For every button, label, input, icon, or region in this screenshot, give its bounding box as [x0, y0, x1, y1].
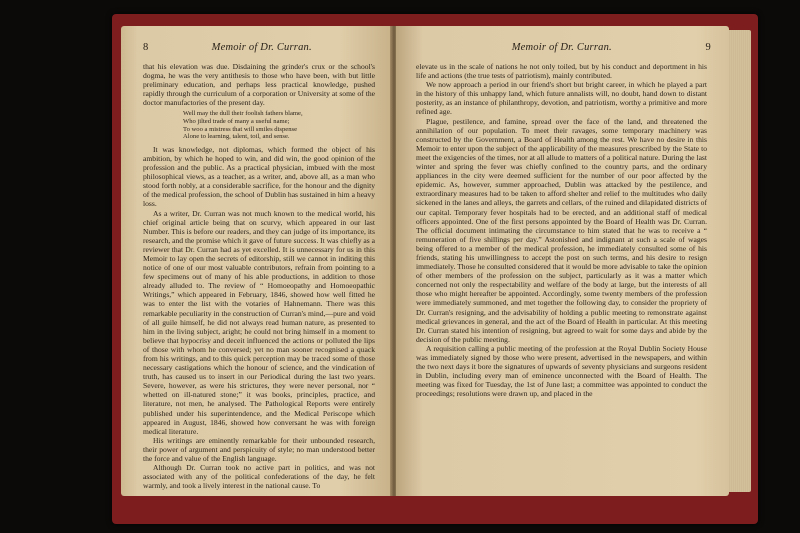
right-page: [396, 26, 729, 496]
poem-line: Well may the dull their foolish fathers blame,: [183, 110, 303, 118]
poem-line: To woo a mistress that will smiles dispense: [183, 125, 298, 133]
right-page-number: 9: [705, 42, 711, 53]
paragraph: His writings are eminently remarkable for their unbounded research, their power of argument and perspicuity of style; no man understood better the force and value of the English language.: [143, 435, 375, 464]
left-running-title: Memoir of Dr. Curran.: [211, 42, 312, 53]
left-page-header: [143, 42, 375, 56]
page-edges: [729, 30, 751, 492]
paragraph: elevate us in the scale of nations he not only toiled, but by his conduct and deportment in his life and actions (the true tests of patriotism), mainly contributed.: [416, 62, 707, 81]
poem-line: Who jilted trade of many a useful name;: [183, 118, 290, 126]
right-page-header: [418, 42, 711, 56]
right-page-body: [416, 62, 707, 398]
left-page: [121, 26, 393, 496]
poem-line: Alone to learning, talent, toil, and sense.: [183, 133, 290, 141]
paragraph: A requisition calling a public meeting of the profession at the Royal Dublin Society House was immediately signed by those who were present, advertised in the newspapers, and within the two next days it bore the signatures of upwards of seventy physicians and surgeons resident in Dublin, including every man of eminence unconnected with the Board of Health. The meeting was fixed for Tuesday, the 1st of June last; a committee was appointed to conduct the proceedings; resolutions were drawn up, and placed in the: [416, 343, 707, 399]
paragraph: We now approach a period in our friend's short but bright career, in which he played a part in the history of this unhappy land, which future annalists will, no doubt, hand down to distant posterity, as an instance of philanthropy, devotion, and patriotism, worthy a primitive and more refined age.: [416, 80, 707, 117]
left-page-body: [143, 62, 375, 490]
paragraph: Although Dr. Curran took no active part in politics, and was not associated with any of the political confederations of the day, he felt warmly, and took a lively interest in the national cause. To: [143, 463, 375, 491]
paragraph: It was knowledge, not diplomas, which formed the object of his ambition, by which he hoped to win, and did win, the good opinion of the profession and the public. As a practical physician, imbued with the most philosophical views, as a teacher, as a writer, and, above all, as a man who stood forth nobly, at a considerable sacrifice, for the honour and the dignity of the medical profession, the school of Dublin has sustained in him a heavy loss.: [143, 144, 375, 209]
left-page-number: 8: [143, 42, 149, 53]
right-running-title: Memoir of Dr. Curran.: [511, 42, 612, 53]
paragraph: Plague, pestilence, and famine, spread over the face of the land, and threatened the annihilation of our population. To meet their ravages, some temporary machinery was constructed by the Government, a Board of Health among the rest. We have no desire in this Memoir to enter upon the subject of the applicability of the measures prescribed by the State to meet the exigencies of the times, nor at all allude to matters of a political nature. During the last winter and spring the fever was chiefly confined to the country parts, and the ordinary appliances in the city were deemed sufficient for the number of our poor affected by the epidemic. As, however, summer approached, Dublin was attacked by the pestilence, and extraordinary measures had to be taken to afford shelter and relief to the multitudes who daily sickened in the lanes and alleys, the garrets and cellars, of the ruined and dilapidated districts of our capital. Temporary fever hospitals had to be erected, and an additional staff of medical officers appointed. One of the first persons appointed by the Board of Health was Dr. Curran. The official document intimating the circumstance to him stated that he was to receive a “ remuneration of five shillings per day.” Astonished and indignant at such a scale of wages being offered to a member of the medical profession, he immediately consulted some of his friends, stating his unwillingness to accept the post on such terms, and his desire to resign immediately. Those he consulted considered that it would be more advisable to take the opinion of other members of the profession on the subject, particularly as it was a matter which concerned not only the respectability and welfare of the body at large, but the interests of all those who might hereafter be appointed. Accordingly, some twenty members of the profession were immediately summoned, and met together the following day, to consider the propriety of Dr. Curran's resigning, and the advisability of holding a public meeting to remonstrate against medical grievances in general, and the act of the Board of Health in particular. At this meeting Dr. Curran stated his intention of resigning, but agreed to wait for some days and abide by the decision of the public meeting.: [416, 116, 707, 344]
poem-quote: [183, 110, 375, 140]
paragraph: that his elevation was due. Disdaining the grinder's crux or the school's dogma, he was the very antithesis to those who have been, with but little preliminary education, and perhaps less practical knowledge, pushed rapidly through the curriculum of a corporation or University at some of the doctor manufactories of the present day.: [143, 62, 375, 108]
paragraph: As a writer, Dr. Curran was not much known to the medical world, his chief original article being that on scurvy, which appeared in our last Number. This is before our readers, and they can judge of its importance, its research, and the promise which it gave of future success. It was chiefly as a reviewer that Dr. Curran had as yet excelled. It is unnecessary for us in this Memoir to lay open the secrets of editorship, still we cannot in inditing this notice of one of our most valuable contributors, refrain from pointing to a few specimens out of many of his able productions, in addition to those already alluded to. The review of “ Homoeopathy and Homoeopathic Writings,” which appeared in February, 1846, showed how well fitted he was to enter the list with the votaries of Hahnemann. There was this remarkable peculiarity in the construction of Curran's mind,—pure and void of all guile himself, he did not always read human nature, as presented to him in the living subject, aright; he could not bring himself in a moment to believe that hypocrisy and deceit influenced the actions or polluted the lips of those with whom he conversed; yet no man sooner recognised a quack from his writings, and to this quick perception may be traced some of those necessary castigations which the honour of science, and the vindication of truth, has caused us to insert in our Periodical during the last two years. Severe, however, as were his strictures, they were never personal, nor “ whetted on ill-natured stone;” it was books, principles, practice, and literature, not men, he analysed. The Pathological Reports were entirely published under his superintendence, and the Medical Periscope which appeared in August, 1846, showed how conversant he was with foreign medical literature.: [143, 208, 375, 436]
